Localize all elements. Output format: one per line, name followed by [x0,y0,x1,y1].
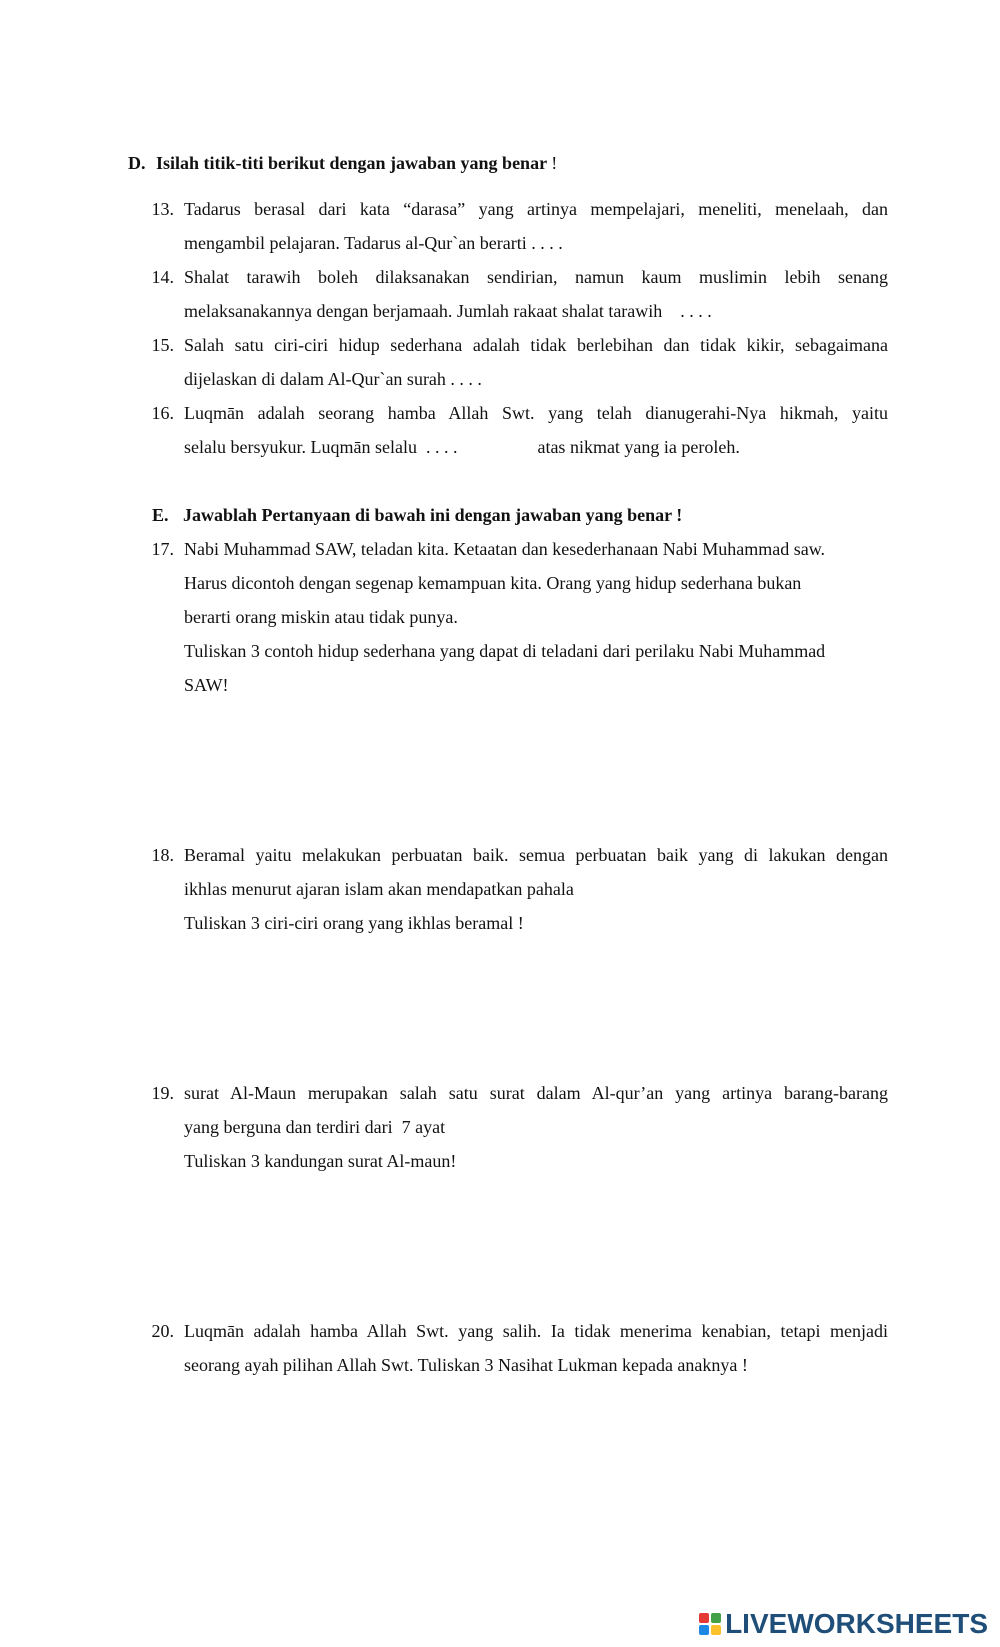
section-d-mark: ! [551,153,558,173]
liveworksheets-wordmark: LIVEWORKSHEETS [725,1608,988,1639]
question-text-line: mengambil pelajaran. Tadarus al-Qur`an berarti . . . . [184,233,563,253]
question-number: 18. [151,845,174,865]
question-number: 19. [151,1083,174,1103]
logo-square-blue [699,1625,709,1635]
question-text-line: Luqmān adalah seorang hamba Allah Swt. yang telah dianugerahi-Nya hikmah, yaitu [184,403,888,423]
question-text-line: Harus dicontoh dengan segenap kemampuan kita. Orang yang hidup sederhana bukan [184,573,802,593]
question-14 [138,260,888,328]
question-number: 14. [151,267,174,287]
question-number: 20. [151,1321,174,1341]
question-text-line: Luqmān adalah hamba Allah Swt. yang salih. Ia tidak menerima kenabian, tetapi menjadi [184,1321,888,1341]
question-15 [138,328,888,396]
question-text-line: berarti orang miskin atau tidak punya. [184,607,458,627]
question-number: 17. [151,539,174,559]
question-text-line: Salah satu ciri-ciri hidup sederhana adalah tidak berlebihan dan tidak kikir, sebagaimana [184,335,888,355]
question-text-line: melaksanakannya dengan berjamaah. Jumlah rakaat shalat tarawih . . . . [184,301,712,321]
section-e-heading [152,498,682,532]
question-17 [138,532,888,702]
question-text-line: Shalat tarawih boleh dilaksanakan sendirian, namun kaum muslimin lebih senang [184,267,888,287]
question-text-line: Beramal yaitu melakukan perbuatan baik. semua perbuatan baik yang di lakukan dengan [184,845,888,865]
question-text-line: dijelaskan di dalam Al-Qur`an surah . . . . [184,369,482,389]
question-text-part: atas nikmat yang ia peroleh. [537,437,740,457]
liveworksheets-brand [699,1607,988,1641]
question-text-line: Tuliskan 3 kandungan surat Al-maun! [184,1151,457,1171]
question-20 [138,1314,888,1382]
question-text-line: Tuliskan 3 ciri-ciri orang yang ikhlas beramal ! [184,913,524,933]
question-text-line: SAW! [184,675,229,695]
question-text-line: Tadarus berasal dari kata “darasa” yang artinya mempelajari, meneliti, menelaah, dan [184,199,888,219]
question-text-line: Tuliskan 3 contoh hidup sederhana yang dapat di teladani dari perilaku Nabi Muhammad [184,641,826,661]
section-e-letter: E. [152,505,169,525]
section-d-instruction: Isilah titik-titi berikut dengan jawaban yang benar [156,153,547,173]
question-text-line: seorang ayah pilihan Allah Swt. Tuliskan 3 Nasihat Lukman kepada anaknya ! [184,1355,748,1375]
question-19 [138,1076,888,1178]
question-13 [138,192,888,260]
section-d-heading [128,146,557,180]
logo-square-red [699,1613,709,1623]
section-d-letter: D. [128,153,146,173]
question-text-line: Nabi Muhammad SAW, teladan kita. Ketaatan dan kesederhanaan Nabi Muhammad saw. [184,539,826,559]
liveworksheets-logo-icon [699,1613,721,1635]
logo-square-yellow [711,1625,721,1635]
question-text-line: ikhlas menurut ajaran islam akan mendapatkan pahala [184,879,574,899]
question-number: 16. [151,403,174,423]
question-text-part: selalu bersyukur. Luqmān selalu . . . . [184,437,458,457]
section-e-instruction: Jawablah Pertanyaan di bawah ini dengan jawaban yang benar ! [183,505,683,525]
question-16 [138,396,888,464]
question-number: 15. [151,335,174,355]
question-text-line: yang berguna dan terdiri dari 7 ayat [184,1117,446,1137]
question-text-line: surat Al-Maun merupakan salah satu surat dalam Al-qur’an yang artinya barang-barang [184,1083,888,1103]
question-number: 13. [151,199,174,219]
logo-square-green [711,1613,721,1623]
question-18 [138,838,888,940]
question-text-line [184,430,888,464]
